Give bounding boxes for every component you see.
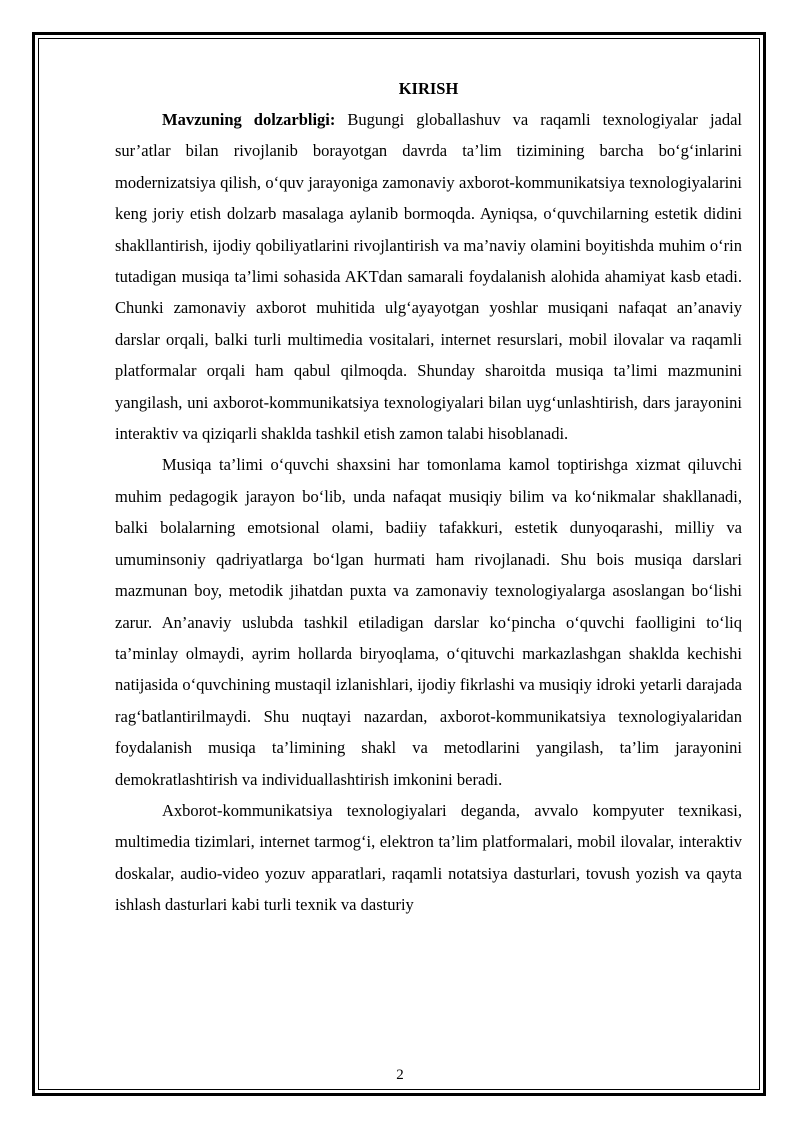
paragraph-ict-definition: Axborot-kommunikatsiya texnologiyalari deganda, avvalo kompyuter texnikasi, multimedia tizimlari, internet tarmog‘i, elektron ta’lim platformalari, mobil ilovalar, interaktiv doskalar, audio-video yozuv apparatlari, raqamli notatsiya dasturlari, tovush yozish va qayta ishlash dasturlari kabi turli texnik va dasturiy bbox=[115, 800, 742, 915]
paragraph-lead: Mavzuning dolzarbligi: bbox=[162, 110, 336, 129]
paragraph-relevance bbox=[115, 104, 742, 449]
section-title: KIRISH bbox=[398, 79, 459, 98]
page-number: 2 bbox=[396, 1067, 404, 1083]
document-body bbox=[115, 73, 742, 921]
paragraph-music-education: Musiqa ta’limi o‘quvchi shaxsini har tomonlama kamol toptirishga xizmat qiluvchi muhim pedagogik jarayon bo‘lib, unda nafaqat musiqiy bilim va ko‘nikmalar shakllanadi, balki bolalarning emotsional olami, badiiy tafakkuri, estetik dunyoqarashi, milliy va umuminsoniy qadriyatlarga bo‘lgan hurmati ham rivojlanadi. Shu bois musiqa darslari mazmunan boy, metodik jihatdan puxta va zamonaviy texnologiyalarga asoslangan bo‘lishi zarur. An’anaviy uslubda tashkil etiladigan darslar ko‘pincha o‘quvchi faolligini to‘liq ta’minlay olmaydi, ayrim hollarda biryoqlama, o‘qituvchi markazlashgan shaklda kechishi natijasida o‘quvchining mustaqil izlanishlari, ijodiy fikrlashi va musiqiy idroki yetarli darajada rag‘batlantirilmaydi. Shu nuqtayi nazardan, axborot-kommunikatsiya texnologiyalaridan foydalanish musiqa ta’limining shakl va metodlarini yangilash, ta’lim jarayonini demokratlashtirish va individuallashtirish imkonini beradi. bbox=[115, 455, 742, 789]
paragraph-text: Bugungi globallashuv va raqamli texnologiyalar jadal sur’atlar bilan rivojlanib borayotgan davrda ta’lim tizimining barcha bo‘g‘inlarini modernizatsiya qilish, o‘quv jarayoniga zamonaviy axborot-kommunikatsiya texnologiyalarini keng joriy etish dolzarb masalaga aylanib bormoqda. Ayniqsa, o‘quvchilarning estetik didini shakllantirish, ijodiy qobiliyatlarini rivojlantirish va ma’naviy olamini boyitishda muhim o‘rin tutadigan musiqa ta’limi sohasida AKTdan samarali foydalanish alohida ahamiyat kasb etadi. Chunki zamonaviy axborot muhitida ulg‘ayayotgan yoshlar musiqani nafaqat an’anaviy darslar orqali, balki turli multimedia vositalari, internet resurslari, mobil ilovalar va raqamli platformalar orqali ham qabul qilmoqda. Shunday sharoitda musiqa ta’limi mazmunini yangilash, uni axborot-kommunikatsiya texnologiyalari bilan uyg‘unlashtirish, dars jarayonini interaktiv va qiziqarli shaklda tashkil etish zamon talabi hisoblanadi. bbox=[115, 110, 743, 444]
